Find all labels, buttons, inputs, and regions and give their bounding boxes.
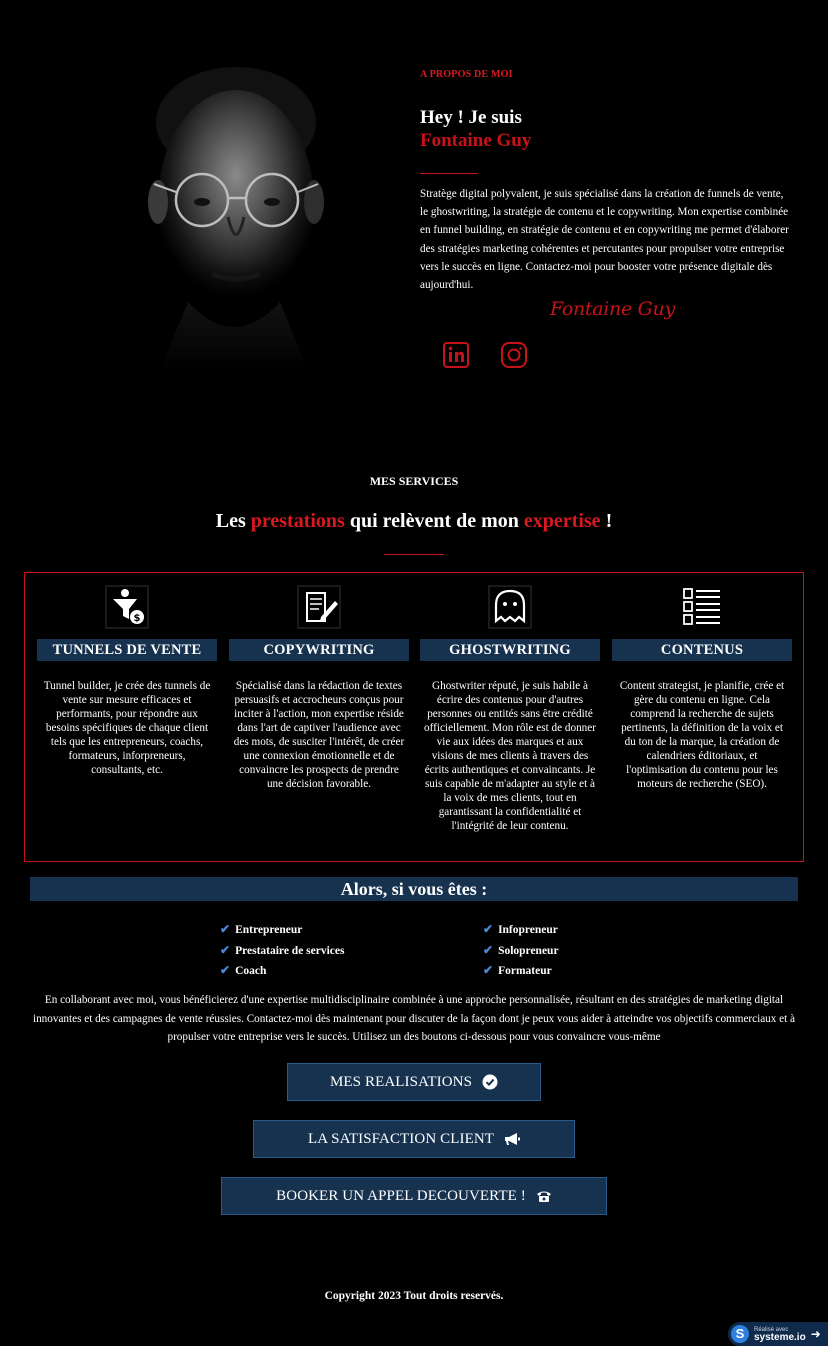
signature: Fontaine Guy [550, 298, 675, 320]
realisations-button[interactable] [287, 1063, 541, 1101]
check-icon: ✔ [483, 963, 494, 977]
about-description: Stratège digital polyvalent, je suis spécialisé dans la création de funnels de vente, le ghostwriting, la stratégie de contenu et le copywriting. Mon expertise combinée en funnel building, en stratégie de contenu et en copywriting me permet d'élaborer des stratégies marketing cohérentes et percutantes pour propulser votre entreprise vers le succès en ligne. Contactez-moi pour booster votre présence digitale dès aujourd'hui. [420, 188, 789, 292]
service-description: Spécialisé dans la rédaction de textes persuasifs et accrocheurs conçus pour inciter à l'action, mon expertise réside dans l'art de captiver l'audience avec des mots, de susciter l'intérêt, de créer une connexion émotionnelle et de convaincre les prospects de prendre une décision favorable. [233, 680, 405, 790]
badge-text [754, 1326, 806, 1342]
arrow-right-icon: ➜ [810, 1327, 821, 1341]
audience-item [220, 922, 302, 937]
instagram-icon[interactable] [500, 341, 528, 369]
satisfaction-button-label: LA SATISFACTION CLIENT [307, 1130, 495, 1147]
about-greeting: Hey ! Je suis [420, 107, 522, 128]
service-description: Content strategist, je planifie, crée et gère du contenu en ligne. Cela comprend la recherche de sujets pertinents, la définition de la voix et du ton de la marque, la création de calendriers éditoriaux, et l'optimisation du contenu pour les moteurs de recherche (SEO). [619, 680, 785, 790]
service-title: GHOSTWRITING [420, 639, 600, 661]
systeme-io-logo-icon: S [731, 1325, 749, 1343]
services-title-highlight: expertise [523, 510, 601, 532]
services-title-highlight: prestations [250, 510, 345, 532]
service-title: COPYWRITING [229, 639, 409, 661]
collaboration-text: En collaborant avec moi, vous bénéficierez d'une expertise multidisciplinaire combinée à une approche personnalisée, résultant en des stratégies de marketing digital innovantes et des campagnes de vente réussies. Contactez-moi dès maintenant pour discuter de la façon dont je peux vous aider à atteindre vos objectifs commerciaux et à propulser votre entreprise vers le succès. Utilisez un des boutons ci-dessous pour vous convaincre vous-même [32, 994, 796, 1044]
check-icon: ✔ [483, 943, 494, 957]
about-name: Fontaine Guy [420, 130, 532, 151]
audience-title: Alors, si vous êtes : [30, 877, 798, 901]
audience-item [483, 922, 558, 937]
audience-label: Coach [235, 965, 267, 977]
services-kicker: MES SERVICES [369, 474, 459, 488]
services-divider [384, 554, 444, 555]
booker-appel-button-label: BOOKER UN APPEL DECOUVERTE ! [276, 1187, 526, 1204]
linkedin-icon[interactable] [442, 341, 470, 369]
service-card-copywriting [229, 585, 409, 791]
audience-item [220, 943, 344, 958]
realisations-button-label: MES REALISATIONS [329, 1073, 473, 1090]
ghost-icon [488, 585, 532, 629]
about-heading [420, 106, 531, 152]
audience-item [483, 963, 552, 978]
satisfaction-button[interactable] [253, 1120, 575, 1158]
services-title-part: qui relèvent de mon [344, 510, 524, 532]
services-title-part: ! [600, 510, 613, 532]
service-title: TUNNELS DE VENTE [37, 639, 217, 661]
service-card-contenus [612, 585, 792, 791]
check-icon: ✔ [220, 922, 231, 936]
check-icon: ✔ [220, 943, 231, 957]
audience-label: Infopreneur [498, 924, 558, 936]
about-kicker: A PROPOS DE MOI [420, 69, 513, 80]
audience-label: Solopreneur [498, 945, 559, 957]
badge-small-text: Réalisé avec [754, 1327, 789, 1333]
services-panel [24, 572, 804, 862]
check-circle-icon [482, 1074, 498, 1090]
service-card-tunnels [37, 585, 217, 777]
audience-label: Prestataire de services [235, 945, 345, 957]
about-divider [420, 173, 478, 174]
service-description: Tunnel builder, je crée des tunnels de vente sur mesure efficaces et performants, pour répondre aux besoins spécifiques de chaque client tels que les entrepreneurs, coachs, formateurs, inforpreneurs, consultants, etc. [43, 680, 211, 776]
services-title [0, 510, 828, 533]
systeme-io-badge[interactable] [728, 1322, 828, 1346]
service-description: Ghostwriter réputé, je suis habile à écrire des contenus pour d'autres personnes ou entités sans être crédité officiellement. Mon rôle est de donner vie aux idées des marques et aux visions de mes clients à travers des écrits authentiques et convaincants. Je suis capable de m'adapter au style et à la voix de mes clients, tout en garantissant la confidentialité et l'intégrité de leur contenu. [424, 680, 596, 832]
service-title: CONTENUS [612, 639, 792, 661]
badge-brand-text: systeme.io [754, 1332, 806, 1343]
audience-label: Entrepreneur [235, 924, 303, 936]
audience-item [220, 963, 266, 978]
check-icon: ✔ [483, 922, 494, 936]
copyright: Copyright 2023 Tout droits reservés. [324, 1290, 504, 1302]
check-icon: ✔ [220, 963, 231, 977]
service-card-ghostwriting [420, 585, 600, 833]
svg-text:$: $ [133, 613, 141, 624]
profile-portrait [118, 52, 350, 370]
funnel-money-icon [105, 585, 149, 629]
megaphone-icon [504, 1131, 520, 1147]
audience-item [483, 943, 559, 958]
services-title-part: Les [215, 510, 251, 532]
document-pen-icon [297, 585, 341, 629]
booker-appel-button[interactable] [221, 1177, 607, 1215]
audience-label: Formateur [498, 965, 552, 977]
content-list-icon [680, 585, 724, 629]
phone-icon [536, 1188, 552, 1204]
